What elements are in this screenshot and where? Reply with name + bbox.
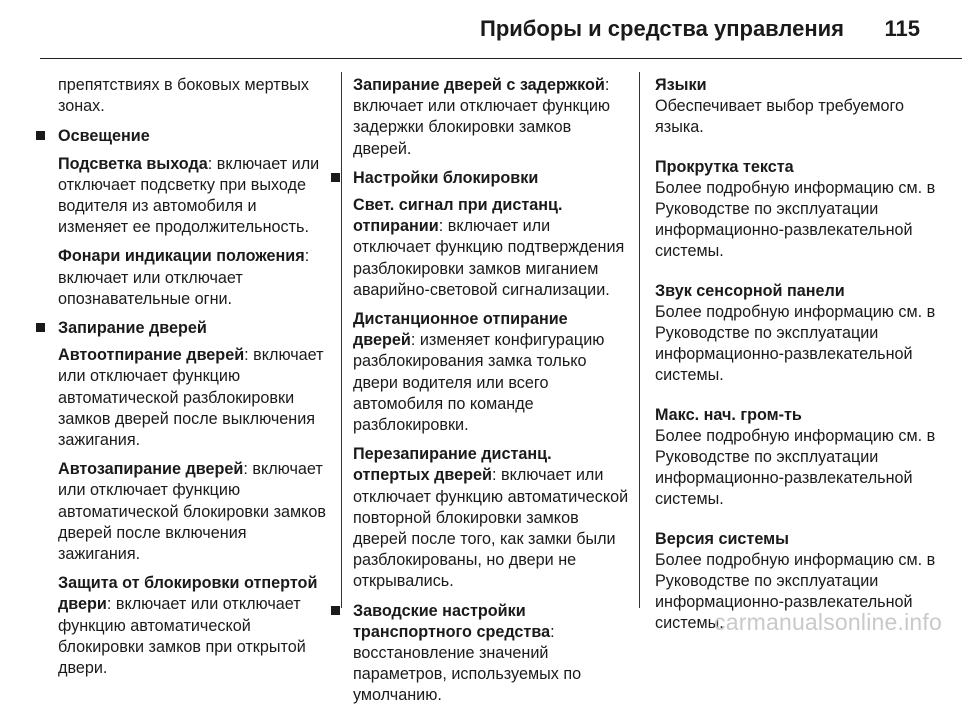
column-2	[353, 75, 631, 713]
item-title: Макс. нач. гром-ть	[655, 405, 802, 424]
item-description: Более подробную информацию см. в Руководстве по эксплуатации информационно-развлекательной системы.	[655, 302, 936, 385]
item-description: Более подробную информацию см. в Руководстве по эксплуатации информационно-развлекательной системы.	[655, 550, 936, 633]
setting-term: Запирание дверей с задержкой	[353, 76, 605, 94]
section-factory-settings	[353, 601, 631, 707]
setting-locator-lamps	[58, 246, 330, 310]
menu-item-languages	[655, 75, 945, 139]
item-title: Языки	[655, 76, 707, 94]
setting-remote-relock	[353, 444, 631, 592]
setting-description: : включает или отключает опознавательные огни.	[58, 247, 310, 308]
item-description: Более подробную информацию см. в Руководстве по эксплуатации информационно-развлекательной системы.	[655, 426, 936, 509]
item-description: Обеспечивает выбор требуемого языка.	[655, 97, 905, 137]
section-heading: Запирание дверей	[58, 319, 207, 338]
section-lock-settings	[353, 168, 631, 189]
setting-description: : изменяет конфигурацию разблокирования замка только двери водителя или всего автомобиля по команде разблокировки.	[353, 331, 605, 435]
setting-description: : включает или отключает функцию задержки блокировки замков дверей.	[353, 76, 611, 158]
setting-auto-unlock	[58, 345, 330, 451]
section-lighting	[58, 126, 330, 147]
setting-description: : включает или отключает подсветку при выходе водителя из автомобиля и изменяет ее продолжительность.	[58, 154, 320, 237]
column-3	[655, 75, 945, 653]
setting-term: Автоотпирание дверей	[58, 346, 245, 365]
page-header	[0, 0, 960, 62]
bullet-square-icon	[331, 606, 340, 615]
setting-remote-door-unlock	[353, 309, 631, 436]
menu-item-text-scroll	[655, 157, 945, 263]
item-title: Версия системы	[655, 529, 789, 548]
setting-term: Перезапирание дистанц. отпертых дверей	[353, 445, 552, 485]
column-divider-2	[639, 72, 640, 608]
page-title: Приборы и средства управления	[480, 16, 844, 41]
setting-term: Подсветка выхода	[58, 154, 208, 173]
column-1	[58, 75, 330, 687]
setting-delayed-locking	[353, 75, 631, 160]
setting-description: : включает или отключает функцию автоматической блокировки замков при открытой двери.	[58, 595, 306, 678]
setting-term: Защита от блокировки отпертой двери	[58, 574, 318, 614]
factory-settings-text	[353, 601, 631, 707]
column-divider-1	[341, 72, 342, 608]
setting-remote-unlock-feedback	[353, 195, 631, 301]
header-divider	[40, 58, 962, 59]
continuation-text: препятствиях в боковых мертвых зонах.	[58, 76, 310, 116]
setting-description: : включает или отключает функцию автоматической повторной блокировки замков дверей после того, как замки были разблокированы, но двери не открывались.	[353, 466, 629, 591]
setting-auto-lock	[58, 459, 330, 565]
bullet-square-icon	[331, 173, 340, 182]
item-description: Более подробную информацию см. в Руководстве по эксплуатации информационно-развлекательной системы.	[655, 178, 936, 261]
menu-item-touch-sound	[655, 281, 945, 387]
setting-description: : включает или отключает функцию автоматической разблокировки замков дверей после выключения зажигания.	[58, 346, 324, 450]
watermark: carmanualsonline.info	[714, 609, 942, 635]
section-heading: Заводские настройки транспортного средства	[353, 601, 551, 641]
section-heading: Настройки блокировки	[353, 168, 539, 187]
bullet-square-icon	[36, 323, 45, 332]
bullet-square-icon	[36, 131, 45, 140]
setting-exit-lighting	[58, 154, 330, 239]
setting-term: Автозапирание дверей	[58, 460, 244, 479]
setting-description: : включает или отключает функцию подтверждения разблокировки замков миганием аварийно-световой сигнализации.	[353, 217, 625, 299]
setting-description: : восстановление значений параметров, используемых по умолчанию.	[353, 622, 582, 705]
setting-open-door-protection	[58, 573, 330, 679]
setting-term: Фонари индикации положения	[58, 247, 305, 266]
section-heading: Освещение	[58, 127, 150, 146]
setting-term: Дистанционное отпирание дверей	[353, 310, 568, 350]
setting-description: : включает или отключает функцию автоматической блокировки замков дверей после включения зажигания.	[58, 460, 326, 564]
setting-term: Свет. сигнал при дистанц. отпирании	[353, 196, 563, 236]
page-number: 115	[884, 16, 920, 41]
item-title: Звук сенсорной панели	[655, 281, 845, 300]
section-door-locking	[58, 318, 330, 339]
menu-item-max-startup-volume	[655, 405, 945, 511]
item-title: Прокрутка текста	[655, 157, 794, 176]
